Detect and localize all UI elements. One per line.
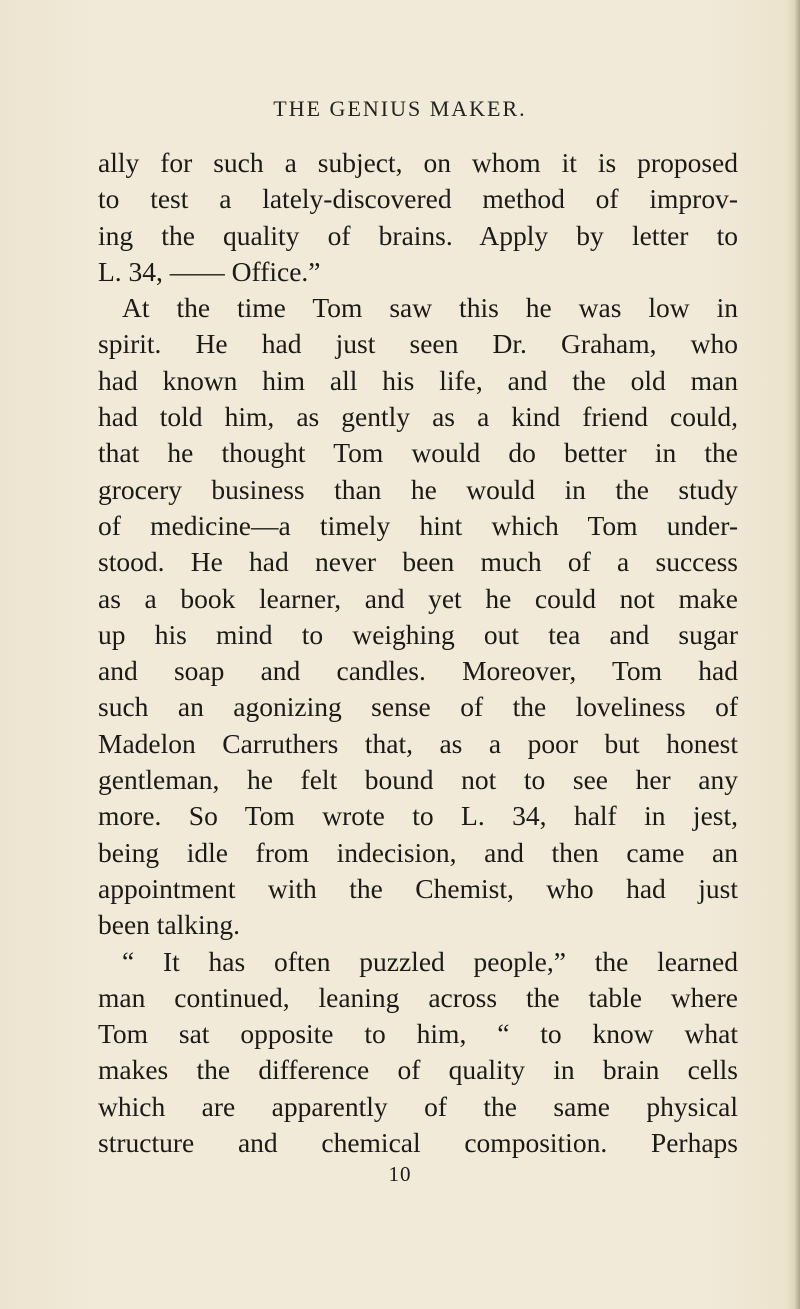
body-text (98, 145, 738, 1161)
text-line: makes the difference of quality in brain cells (98, 1054, 738, 1086)
text-line: had known him all his life, and the old man (98, 364, 738, 396)
text-line: being idle from indecision, and then came an (98, 836, 738, 868)
text-line: spirit. He had just seen Dr. Graham, who (98, 328, 738, 360)
text-line: such an agonizing sense of the loveliness of (98, 691, 738, 723)
page-number: 10 (388, 1162, 412, 1186)
text-line: that he thought Tom would do better in the (98, 437, 738, 469)
text-line: ally for such a subject, on whom it is proposed (98, 147, 738, 178)
text-line: stood. He had never been much of a success (98, 546, 738, 578)
text-line: and soap and candles. Moreover, Tom had (98, 655, 738, 687)
text-line: structure and chemical composition. Perhaps (98, 1127, 738, 1159)
text-line: been talking. (98, 909, 241, 941)
text-line: Madelon Carruthers that, as a poor but honest (98, 727, 738, 759)
text-line: L. 34, —— Office.” (98, 255, 321, 287)
text-line: Tom sat opposite to him, “ to know what (98, 1018, 738, 1050)
text-line: At the time Tom saw this he was low in (122, 292, 738, 324)
text-line: gentleman, he felt bound not to see her any (98, 764, 738, 796)
text-line: of medicine—a timely hint which Tom under- (98, 509, 738, 541)
text-line: up his mind to weighing out tea and sugar (98, 618, 738, 650)
text-line: which are apparently of the same physical (98, 1090, 738, 1122)
text-line: ing the quality of brains. Apply by letter to (98, 219, 738, 251)
text-line: “ It has often puzzled people,” the learned (122, 945, 738, 977)
text-line: grocery business than he would in the study (98, 473, 738, 505)
text-line: man continued, leaning across the table where (98, 981, 738, 1013)
running-head: THE GENIUS MAKER. (273, 96, 527, 121)
text-line: had told him, as gently as a kind friend could, (98, 401, 738, 433)
text-line: to test a lately-discovered method of improv- (98, 183, 738, 215)
page-edge-shadow (786, 0, 800, 1309)
text-line: as a book learner, and yet he could not make (98, 582, 738, 614)
text-line: more. So Tom wrote to L. 34, half in jest, (98, 800, 738, 832)
text-line: appointment with the Chemist, who had just (98, 872, 738, 904)
